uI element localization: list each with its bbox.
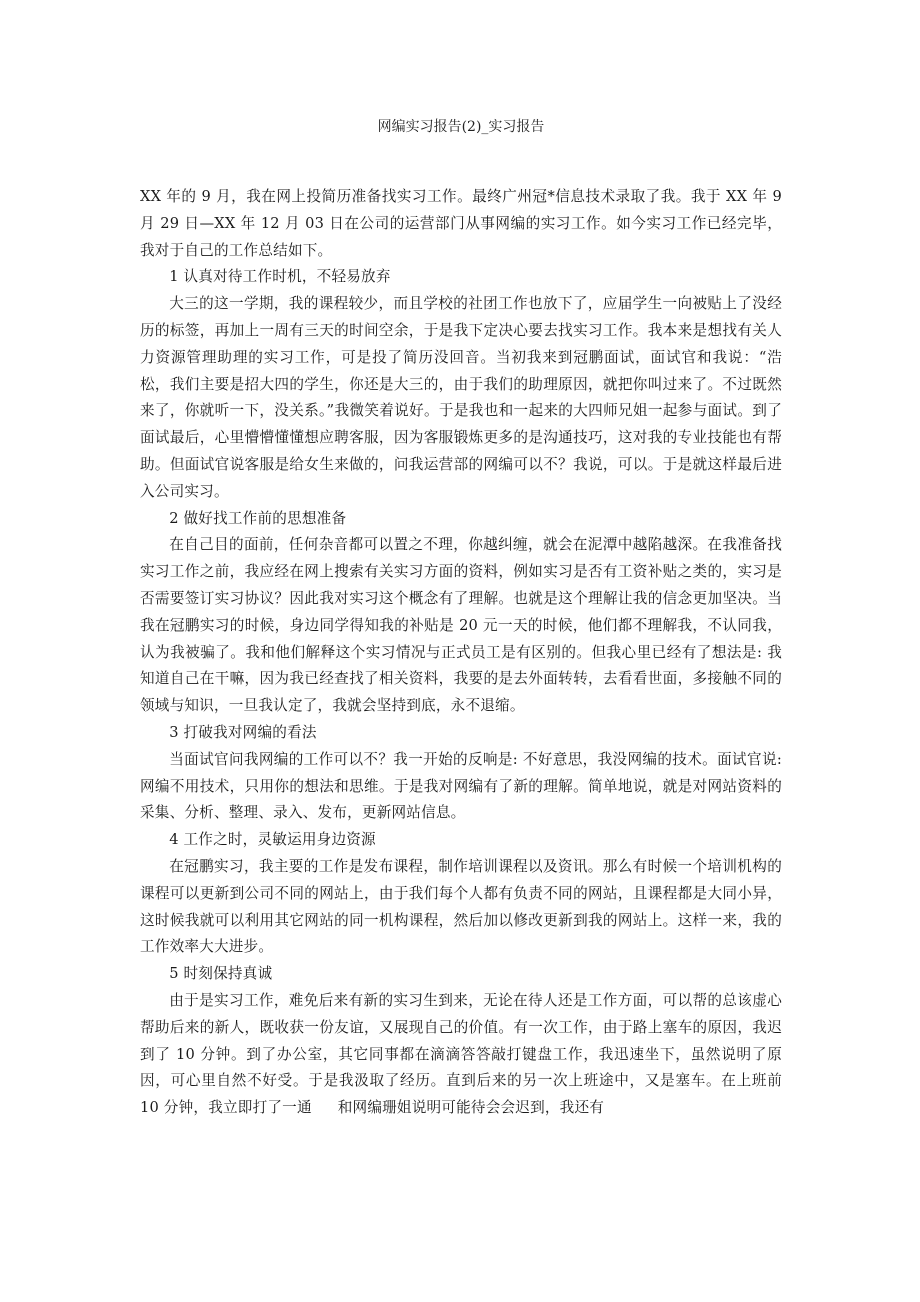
section-paragraph-5-part-a: 由于是实习工作，难免后来有新的实习生到来，无论在待人还是工作方面，可以帮的总该虚心帮助后来的新人，既收获一份友谊，又展现自己的价值。有一次工作，由于路上塞车的原因，我迟到了 10 分钟。到了办公室，其它同事都在滴滴答答敲打键盘工作，我迅速坐下，虽然说明了原因，可心里自然不好受。于是我汲取了经历。直到后来的另一次上班途中，又是塞车。在上班前 10 分钟，我立即打了一通 <box>140 991 782 1117</box>
section-paragraph-2: 在自己目的面前，任何杂音都可以置之不理，你越纠缠，就会在泥潭中越陷越深。在我准备找实习工作之前，我应经在网上搜索有关实习方面的资料，例如实习是否有工资补贴之类的，实习是否需要签订实习协议？因此我对实习这个概念有了理解。也就是这个理解让我的信念更加坚决。当我在冠鹏实习的时候，身边同学得知我的补贴是 20 元一天的时候，他们都不理解我，不认同我，认为我被骗了。我和他们解释这个实习情况与正式员工是有区别的。但我心里已经有了想法是: 我知道自己在干嘛，因为我已经查找了相关资料，我要的是去外面转转，去看看世面，多接触不同的领域与知识，一旦我认定了，我就会坚持到底，永不退缩。 <box>140 536 782 715</box>
section-heading-1: 1 认真对待工作时机，不轻易放弃 <box>169 268 391 286</box>
section-paragraph-4: 在冠鹏实习，我主要的工作是发布课程，制作培训课程以及资讯。那么有时候一个培训机构的课程可以更新到公司不同的网站上，由于我们每个人都有负责不同的网站，且课程都是大同小异，这时候我就可以利用其它网站的同一机构课程，然后加以修改更新到我的网站上。这样一来，我的工作效率大大进步。 <box>140 857 782 956</box>
section-paragraph-5-part-b: 和网编珊姐说明可能待会会迟到，我还有 <box>337 1099 605 1117</box>
section-paragraph-5 <box>140 988 782 1122</box>
section-heading-4: 4 工作之时，灵敏运用身边资源 <box>169 831 376 849</box>
section-paragraph-1: 大三的这一学期，我的课程较少，而且学校的社团工作也放下了，应届学生一向被贴上了没经历的标签，再加上一周有三天的时间空余，于是我下定决心要去找实习工作。我本来是想找有关人力资源管理助理的实习工作，可是投了简历没回音。当初我来到冠鹏面试，面试官和我说：“浩松，我们主要是招大四的学生，你还是大三的，由于我们的助理原因，就把你叫过来了。不过既然来了，你就听一下，没关系。”我微笑着说好。于是我也和一起来的大四师兄姐一起参与面试。到了面试最后，心里懵懵懂懂想应聘客服，因为客服锻炼更多的是沟通技巧，这对我的专业技能也有帮助。但面试官说客服是给女生来做的，问我运营部的网编可以不？我说，可以。于是就这样最后进入公司实习。 <box>140 295 782 500</box>
section-heading-2: 2 做好找工作前的思想准备 <box>169 509 347 527</box>
document-title: 网编实习报告(2)_实习报告 <box>377 119 545 135</box>
section-heading-5: 5 时刻保持真诚 <box>169 965 273 983</box>
document-body <box>140 184 782 1122</box>
intro-paragraph: XX 年的 9 月，我在网上投简历准备找实习工作。最终广州冠*信息技术录取了我。我于 XX 年 9 月 29 日—XX 年 12 月 03 日在公司的运营部门从事网编的实习工作。如今实习工作已经完毕，我对于自己的工作总结如下。 <box>140 188 782 259</box>
section-heading-3: 3 打破我对网编的看法 <box>169 723 317 741</box>
section-paragraph-3: 当面试官问我网编的工作可以不？我一开始的反响是: 不好意思，我没网编的技术。面试官说: 网编不用技术，只用你的想法和思维。于是我对网编有了新的理解。简单地说，就是对网站资料的采集、分析、整理、录入、发布，更新网站信息。 <box>140 750 782 822</box>
